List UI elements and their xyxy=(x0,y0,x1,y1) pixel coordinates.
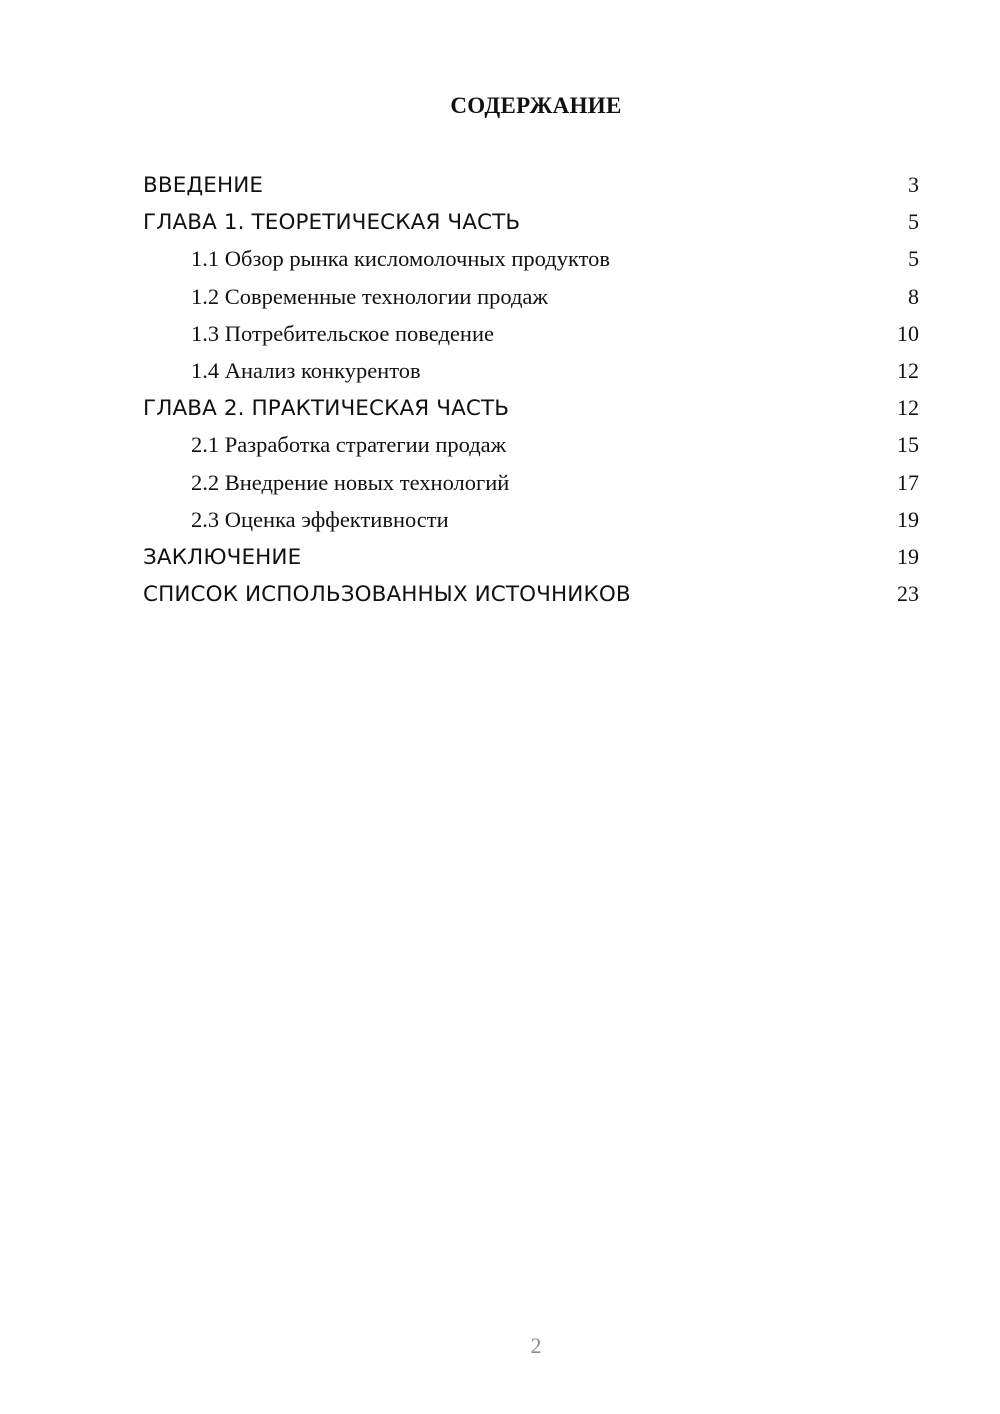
toc-entry-section-2-3 xyxy=(143,501,919,538)
toc-entry-section-1-2 xyxy=(143,278,919,315)
toc-entry-label: 1.3 Потребительское поведение xyxy=(191,320,494,346)
toc-entry-page: 19 xyxy=(897,506,919,532)
page-title: СОДЕРЖАНИЕ xyxy=(450,93,622,118)
toc-entry-page: 5 xyxy=(908,246,919,272)
toc-entry-label: 1.1 Обзор рынка кисломолочных продуктов xyxy=(191,246,611,272)
toc-entry-label: СПИСОК ИСПОЛЬЗОВАННЫХ ИСТОЧНИКОВ xyxy=(143,582,631,608)
toc-entry-label: ЗАКЛЮЧЕНИЕ xyxy=(143,544,302,570)
toc-entry-conclusion xyxy=(143,538,919,575)
toc-entry-page: 19 xyxy=(897,543,919,569)
toc-entry-references xyxy=(143,575,919,612)
page-number: 2 xyxy=(530,1333,542,1358)
toc-entry-label: ГЛАВА 2. ПРАКТИЧЕСКАЯ ЧАСТЬ xyxy=(143,396,510,422)
toc-entry-label: ВВЕДЕНИЕ xyxy=(143,173,264,198)
toc-entry-label: 1.4 Анализ конкурентов xyxy=(191,357,421,383)
toc-entry-label: ГЛАВА 1. ТЕОРЕТИЧЕСКАЯ ЧАСТЬ xyxy=(143,210,521,236)
toc-entry-page: 10 xyxy=(897,320,919,346)
toc-entry-page: 12 xyxy=(897,357,919,383)
toc-entry-section-1-3 xyxy=(143,315,919,352)
toc-entry-page: 17 xyxy=(897,469,919,495)
toc-entry-page: 15 xyxy=(897,432,919,458)
toc-entry-page: 12 xyxy=(897,395,919,421)
toc-entry-page: 3 xyxy=(908,172,919,197)
toc-entry-label: 2.1 Разработка стратегии продаж xyxy=(191,432,507,458)
toc-entry-introduction xyxy=(143,166,919,203)
toc-entry-chapter-2 xyxy=(143,389,919,426)
toc-entry-page: 23 xyxy=(897,581,919,607)
toc-entry-chapter-1 xyxy=(143,203,919,240)
toc-entry-page: 5 xyxy=(908,209,919,235)
toc-entry-section-1-1 xyxy=(143,240,919,277)
toc-entry-label: 1.2 Современные технологии продаж xyxy=(191,283,548,309)
toc-entry-section-2-1 xyxy=(143,426,919,463)
toc-entry-label: 2.2 Внедрение новых технологий xyxy=(191,469,510,495)
toc-entry-section-2-2 xyxy=(143,464,919,501)
toc-entry-page: 8 xyxy=(908,283,919,309)
table-of-contents xyxy=(143,166,919,612)
toc-entry-label: 2.3 Оценка эффективности xyxy=(191,506,449,532)
toc-entry-section-1-4 xyxy=(143,352,919,389)
